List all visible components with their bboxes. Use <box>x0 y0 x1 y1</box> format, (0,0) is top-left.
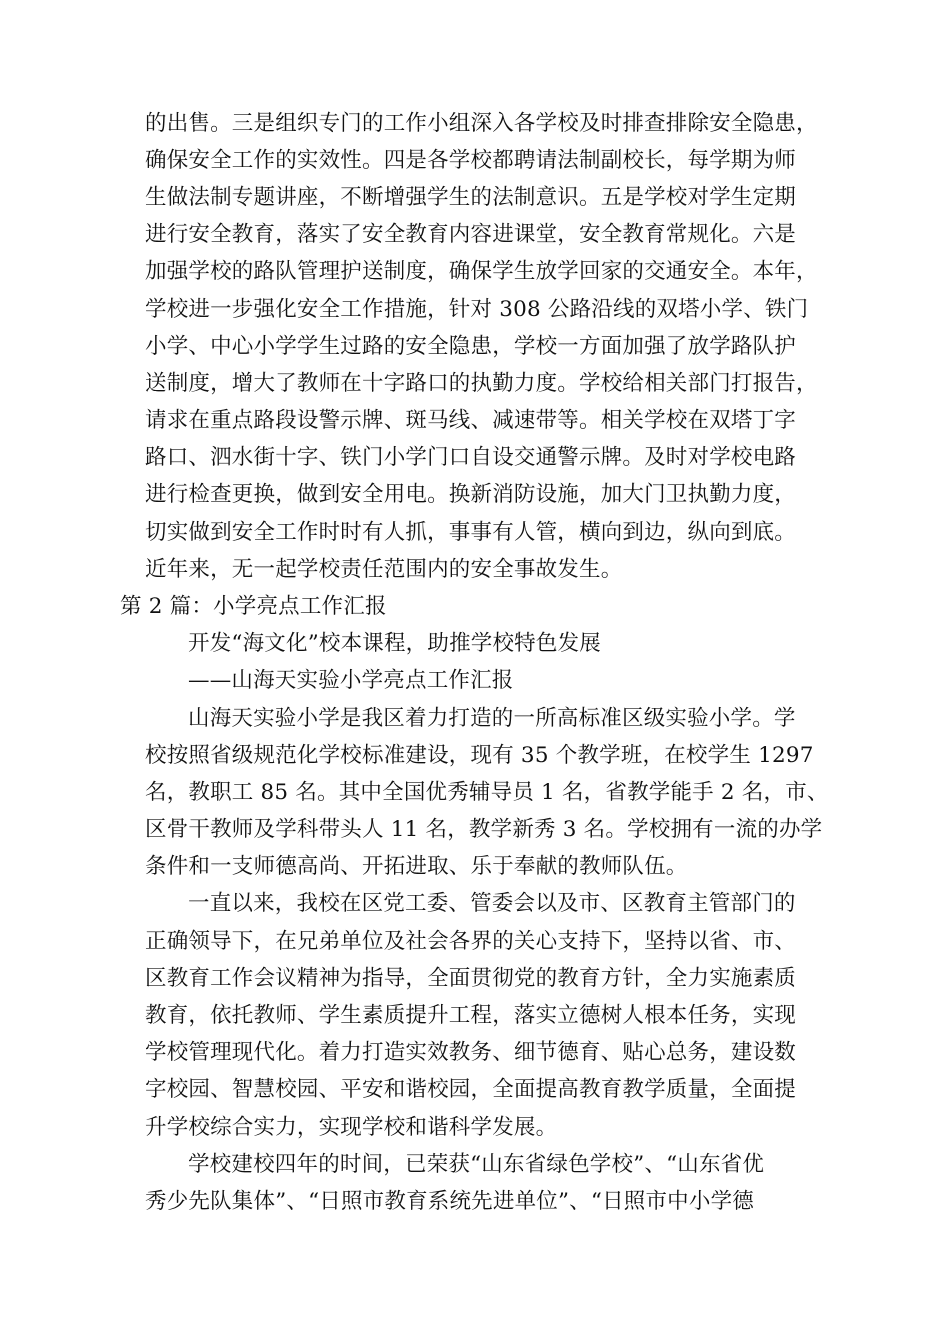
body-text-line: 秀少先队集体”、“日照市教育系统先进单位”、“日照市中小学德 <box>145 1189 754 1214</box>
paragraph-first-line: 山海天实验小学是我区着力打造的一所高标准区级实验小学。学 <box>188 706 796 731</box>
body-text-line: 学校进一步强化安全工作措施，针对 308 公路沿线的双塔小学、铁门 <box>145 297 809 322</box>
section-heading: 第 2 篇：小学亮点工作汇报 <box>120 594 387 619</box>
body-text-line: 确保安全工作的实效性。四是各学校都聘请法制副校长，每学期为师 <box>145 148 797 173</box>
body-text-line: 正确领导下，在兄弟单位及社会各界的关心支持下，坚持以省、市、 <box>145 929 797 954</box>
body-text-line: 送制度，增大了教师在十字路口的执勤力度。学校给相关部门打报告， <box>145 371 818 396</box>
article-subtitle: ——山海天实验小学亮点工作汇报 <box>188 668 514 693</box>
body-text-line: 名，教职工 85 名。其中全国优秀辅导员 1 名，省教学能手 2 名，市、 <box>145 780 829 805</box>
body-text-line: 生做法制专题讲座，不断增强学生的法制意识。五是学校对学生定期 <box>145 185 797 210</box>
article-title: 开发“海文化”校本课程，助推学校特色发展 <box>188 631 601 656</box>
paragraph-first-line: 学校建校四年的时间，已荣获“山东省绿色学校”、“山东省优 <box>188 1152 765 1177</box>
body-text-line: 学校管理现代化。着力打造实效教务、细节德育、贴心总务，建设数 <box>145 1040 797 1065</box>
body-text-line: 区教育工作会议精神为指导，全面贯彻党的教育方针，全力实施素质 <box>145 966 797 991</box>
body-text-line: 请求在重点路段设警示牌、斑马线、减速带等。相关学校在双塔丁字 <box>145 408 797 433</box>
body-text-line: 字校园、智慧校园、平安和谐校园，全面提高教育教学质量，全面提 <box>145 1077 797 1102</box>
body-text-line: 教育，依托教师、学生素质提升工程，落实立德树人根本任务，实现 <box>145 1003 797 1028</box>
body-text-line: 校按照省级规范化学校标准建设，现有 35 个教学班，在校学生 1297 <box>145 743 814 768</box>
body-text-line: 升学校综合实力，实现学校和谐科学发展。 <box>145 1115 558 1140</box>
paragraph-first-line: 一直以来，我校在区党工委、管委会以及市、区教育主管部门的 <box>188 891 796 916</box>
body-text-line: 切实做到安全工作时时有人抓，事事有人管，横向到边，纵向到底。 <box>145 520 797 545</box>
body-text-line: 路口、泗水街十字、铁门小学门口自设交通警示牌。及时对学校电路 <box>145 445 797 470</box>
body-text-line: 加强学校的路队管理护送制度，确保学生放学回家的交通安全。本年， <box>145 259 818 284</box>
body-text-line: 进行安全教育，落实了安全教育内容进课堂，安全教育常规化。六是 <box>145 222 797 247</box>
body-text-line: 的出售。三是组织专门的工作小组深入各学校及时排查排除安全隐患， <box>145 111 818 136</box>
body-text-line: 近年来，无一起学校责任范围内的安全事故发生。 <box>145 557 623 582</box>
body-text-line: 进行检查更换，做到安全用电。换新消防设施，加大门卫执勤力度， <box>145 482 797 507</box>
body-text-line: 条件和一支师德高尚、开拓进取、乐于奉献的教师队伍。 <box>145 854 688 879</box>
body-text-line: 区骨干教师及学科带头人 11 名，教学新秀 3 名。学校拥有一流的办学 <box>145 817 823 842</box>
body-text-line: 小学、中心小学学生过路的安全隐患，学校一方面加强了放学路队护 <box>145 334 797 359</box>
